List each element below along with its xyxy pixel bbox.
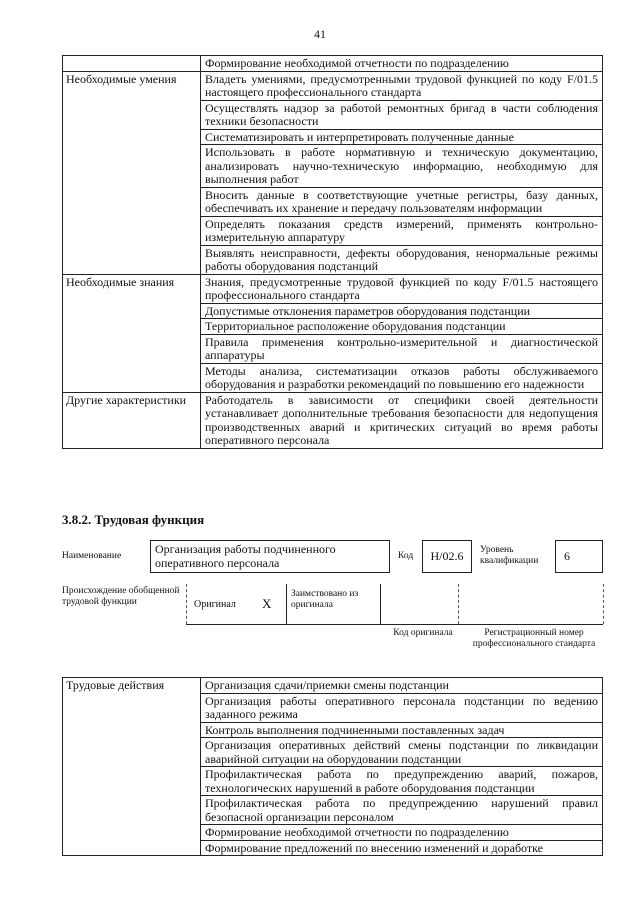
table-cell: Использовать в работе нормативную и техническую документацию, анализировать научно-техническую информацию, необходимую для выполнения работ (201, 145, 603, 188)
row-label (63, 56, 201, 72)
borrowed-label: Заимствовано из оригинала (291, 589, 359, 610)
section-title: 3.8.2. Трудовая функция (62, 512, 205, 527)
labor-actions-table (62, 677, 603, 856)
table-row (63, 392, 603, 448)
table-cell: Владеть умениями, предусмотренными трудовой функцией по коду F/01.5 настоящего профессионального стандарта (201, 71, 603, 100)
table-cell: Организация сдачи/приемки смены подстанции (201, 678, 603, 694)
table-cell: Территориальное расположение оборудования подстанции (201, 319, 603, 335)
level-label: Уровень квалификации (480, 545, 539, 566)
row-label-skills: Необходимые умения (63, 71, 201, 274)
table-row (63, 56, 603, 72)
table-cell: Формирование предложений по внесению изменений и доработке (201, 840, 603, 856)
original-mark: X (262, 596, 272, 611)
table-cell: Контроль выполнения подчиненными поставленных задач (201, 722, 603, 738)
divider (458, 584, 459, 624)
table-cell: Методы анализа, систематизации отказов работы обслуживаемого оборудования и разработки рекомендаций по повышению его надежности (201, 363, 603, 392)
table-cell: Систематизировать и интерпретировать полученные данные (201, 129, 603, 145)
table-cell: Формирование необходимой отчетности по подразделению (201, 825, 603, 841)
table-cell: Формирование необходимой отчетности по подразделению (201, 56, 603, 72)
requirements-table (62, 55, 603, 449)
table-cell: Осуществлять надзор за работой ремонтных бригад в части соблюдения техники безопасности (201, 100, 603, 129)
row-label-knowledge: Необходимые знания (63, 274, 201, 392)
table-cell: Правила применения контрольно-измерительной и диагностической аппаратуры (201, 334, 603, 363)
reg-number-label: Регистрационный номер профессионального стандарта (472, 628, 596, 649)
table-cell: Профилактическая работа по предупреждению аварий, пожаров, технологических нарушений в работе оборудования подстанции (201, 767, 603, 796)
table-cell: Выявлять неисправности, дефекты оборудования, ненормальные режимы работы оборудования подстанций (201, 245, 603, 274)
divider (603, 584, 604, 624)
table-cell: Организация работы оперативного персонала подстанции по ведению заданного режима (201, 693, 603, 722)
code-label: Код (398, 551, 414, 561)
code-original-label: Код оригинала (393, 628, 453, 638)
table-cell: Организация оперативных действий смены подстанции по ликвидации аварийной ситуации на оборудовании подстанции (201, 738, 603, 767)
divider (186, 584, 187, 624)
table-row (63, 274, 603, 303)
level-box: 6 (555, 540, 603, 573)
divider (286, 584, 287, 624)
origin-label: Происхождение обобщенной трудовой функции (62, 586, 180, 607)
table-cell: Вносить данные в соответствующие учетные регистры, базу данных, обеспечивать их хранение и передачу пользователям информации (201, 187, 603, 216)
table-row (63, 71, 603, 100)
original-label: Оригинал (194, 599, 236, 610)
row-label-other: Другие характеристики (63, 392, 201, 448)
table-row (63, 678, 603, 694)
table-cell: Знания, предусмотренные трудовой функцией по коду F/01.5 настоящего профессионального стандарта (201, 274, 603, 303)
table-cell: Профилактическая работа по предупреждению нарушений правил безопасной организации персоналом (201, 796, 603, 825)
origin-row (186, 584, 603, 625)
name-label: Наименование (62, 551, 122, 561)
code-box: H/02.6 (422, 540, 472, 573)
divider (380, 584, 381, 624)
function-name-box: Организация работы подчиненного оперативного персонала (150, 540, 390, 573)
table-cell: Допустимые отклонения параметров оборудования подстанции (201, 303, 603, 319)
table-cell: Определять показания средств измерений, применять контрольно-измерительную аппаратуру (201, 216, 603, 245)
page-number: 41 (314, 27, 326, 41)
row-label-actions: Трудовые действия (63, 678, 201, 856)
table-cell: Работодатель в зависимости от специфики своей деятельности устанавливает дополнительные требования безопасности для недопущения производственных аварий и критических ситуаций во время работы оперативного персонала (201, 392, 603, 448)
